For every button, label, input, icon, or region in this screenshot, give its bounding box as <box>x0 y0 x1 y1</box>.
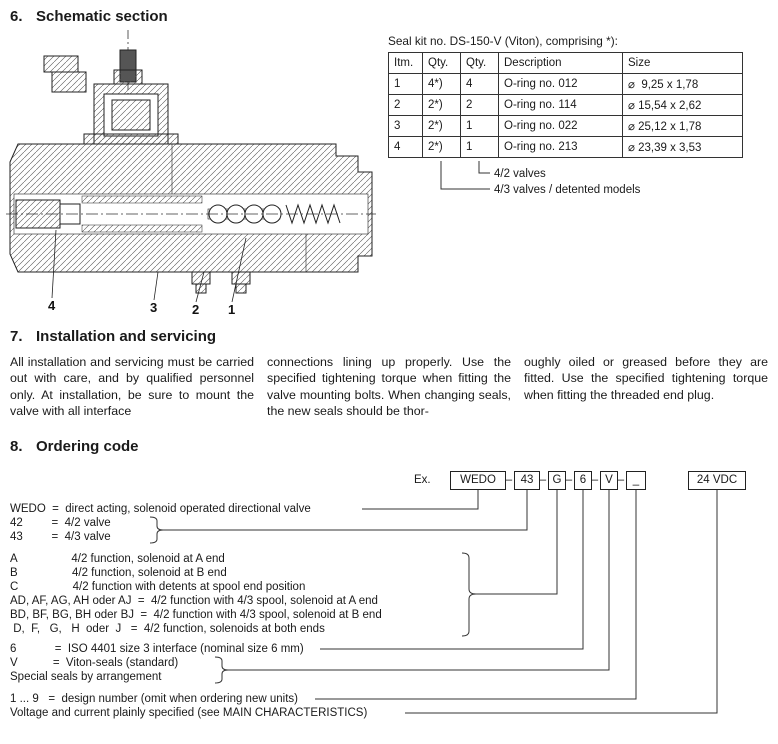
installation-text <box>10 354 768 420</box>
header-itm: Itm. <box>389 53 423 74</box>
callout-2: 2 <box>192 302 200 317</box>
section-7-heading <box>10 328 216 345</box>
code-separator: – <box>617 474 625 486</box>
legend-4-2-valves-label: 4/2 valves <box>494 168 546 180</box>
section-7-title: Installation and servicing <box>36 328 217 345</box>
cell-itm: 2 <box>389 95 423 116</box>
installation-text-column-1: All installation and servicing must be carried out with care, and by qualified personnel only. At installation, be sure to mount the valve with all interface <box>10 355 254 419</box>
ordering-code-line-wedo: WEDO = direct acting, solenoid operated directional valve <box>10 503 311 515</box>
table-row <box>389 116 743 137</box>
ordering-code-line-b: B 4/2 function, solenoid at B end <box>10 567 227 579</box>
cell-description: O-ring no. 114 <box>499 95 623 116</box>
header-qty1: Qty. <box>423 53 461 74</box>
cell-size: ⌀ 15,54 x 2,62 <box>623 95 743 116</box>
callout-4: 4 <box>48 298 56 313</box>
cell-qty1: 4*) <box>423 74 461 95</box>
table-row <box>389 74 743 95</box>
cell-description: O-ring no. 012 <box>499 74 623 95</box>
cell-itm: 4 <box>389 137 423 158</box>
cell-description: O-ring no. 022 <box>499 116 623 137</box>
ordering-code-line-42: 42 = 4/2 valve <box>10 517 111 529</box>
qty-legend-lines <box>388 160 748 206</box>
ordering-code-line-d-j: D, F, G, H oder J = 4/2 function, solenoids at both ends <box>10 623 325 635</box>
cell-qty2: 2 <box>461 95 499 116</box>
code-box-seals: V <box>600 471 618 490</box>
cell-description: O-ring no. 213 <box>499 137 623 158</box>
table-row <box>389 95 743 116</box>
cell-qty1: 2*) <box>423 95 461 116</box>
ordering-code-line-v: V = Viton-seals (standard) <box>10 657 179 669</box>
ordering-code-line-voltage: Voltage and current plainly specified (see MAIN CHARACTERISTICS) <box>10 707 368 719</box>
seal-kit-title: Seal kit no. DS-150-V (Viton), comprising *): <box>388 34 618 48</box>
code-box-size: 6 <box>574 471 592 490</box>
code-separator: – <box>539 474 547 486</box>
table-header-row <box>389 53 743 74</box>
code-separator: – <box>505 474 513 486</box>
header-description: Description <box>499 53 623 74</box>
section-8-number: 8. <box>10 438 23 455</box>
header-size: Size <box>623 53 743 74</box>
callout-3: 3 <box>150 300 158 315</box>
ordering-code-line-6: 6 = ISO 4401 size 3 interface (nominal size 6 mm) <box>10 643 304 655</box>
ordering-code-line-special-seals: Special seals by arrangement <box>10 671 162 683</box>
cell-size: ⌀ 23,39 x 3,53 <box>623 137 743 158</box>
ordering-code-line-design-number: 1 ... 9 = design number (omit when ordering new units) <box>10 693 298 705</box>
installation-text-column-3: oughly oiled or greased before they are fitted. Use the specified tightening torque when fitting the threaded end plug. <box>524 355 768 402</box>
cell-size: ⌀ 9,25 x 1,78 <box>623 74 743 95</box>
cell-qty2: 1 <box>461 137 499 158</box>
ordering-code-line-bd-bj: BD, BF, BG, BH oder BJ = 4/2 function with 4/3 spool, solenoid at B end <box>10 609 382 621</box>
ordering-code-line-c: C 4/2 function with detents at spool end position <box>10 581 306 593</box>
legend-4-3-valves-label: 4/3 valves / detented models <box>494 184 641 196</box>
cell-itm: 1 <box>389 74 423 95</box>
valve-cross-section-drawing <box>6 26 378 318</box>
cell-qty2: 4 <box>461 74 499 95</box>
code-box-model: WEDO <box>450 471 506 490</box>
cell-qty2: 1 <box>461 116 499 137</box>
table-row <box>389 137 743 158</box>
cell-itm: 3 <box>389 116 423 137</box>
ordering-code-line-43: 43 = 4/3 valve <box>10 531 111 543</box>
section-8-heading <box>10 438 139 455</box>
section-8-title: Ordering code <box>36 438 139 455</box>
header-qty2: Qty. <box>461 53 499 74</box>
cell-qty1: 2*) <box>423 137 461 158</box>
code-box-function: G <box>548 471 566 490</box>
code-separator: – <box>565 474 573 486</box>
section-6-heading <box>10 8 168 25</box>
cell-size: ⌀ 25,12 x 1,78 <box>623 116 743 137</box>
seal-kit-table <box>388 52 743 158</box>
ordering-code-diagram <box>10 460 772 744</box>
section-6-title: Schematic section <box>36 8 168 25</box>
section-7-number: 7. <box>10 328 23 345</box>
code-box-valve-type: 43 <box>514 471 540 490</box>
ordering-code-line-ad-aj: AD, AF, AG, AH oder AJ = 4/2 function with 4/3 spool, solenoid at A end <box>10 595 378 607</box>
installation-text-column-2: connections lining up properly. Use the specified tightening torque when fitting the valve mounting bolts. When changing seals, the new seals should be thor- <box>267 355 511 419</box>
ordering-code-line-a: A 4/2 function, solenoid at A end <box>10 553 225 565</box>
cell-qty1: 2*) <box>423 116 461 137</box>
code-box-design-number: _ <box>626 471 646 490</box>
callout-1: 1 <box>228 302 236 317</box>
section-6-number: 6. <box>10 8 23 25</box>
voltage-box: 24 VDC <box>688 471 746 490</box>
example-label: Ex. <box>414 474 431 486</box>
code-separator: – <box>591 474 599 486</box>
